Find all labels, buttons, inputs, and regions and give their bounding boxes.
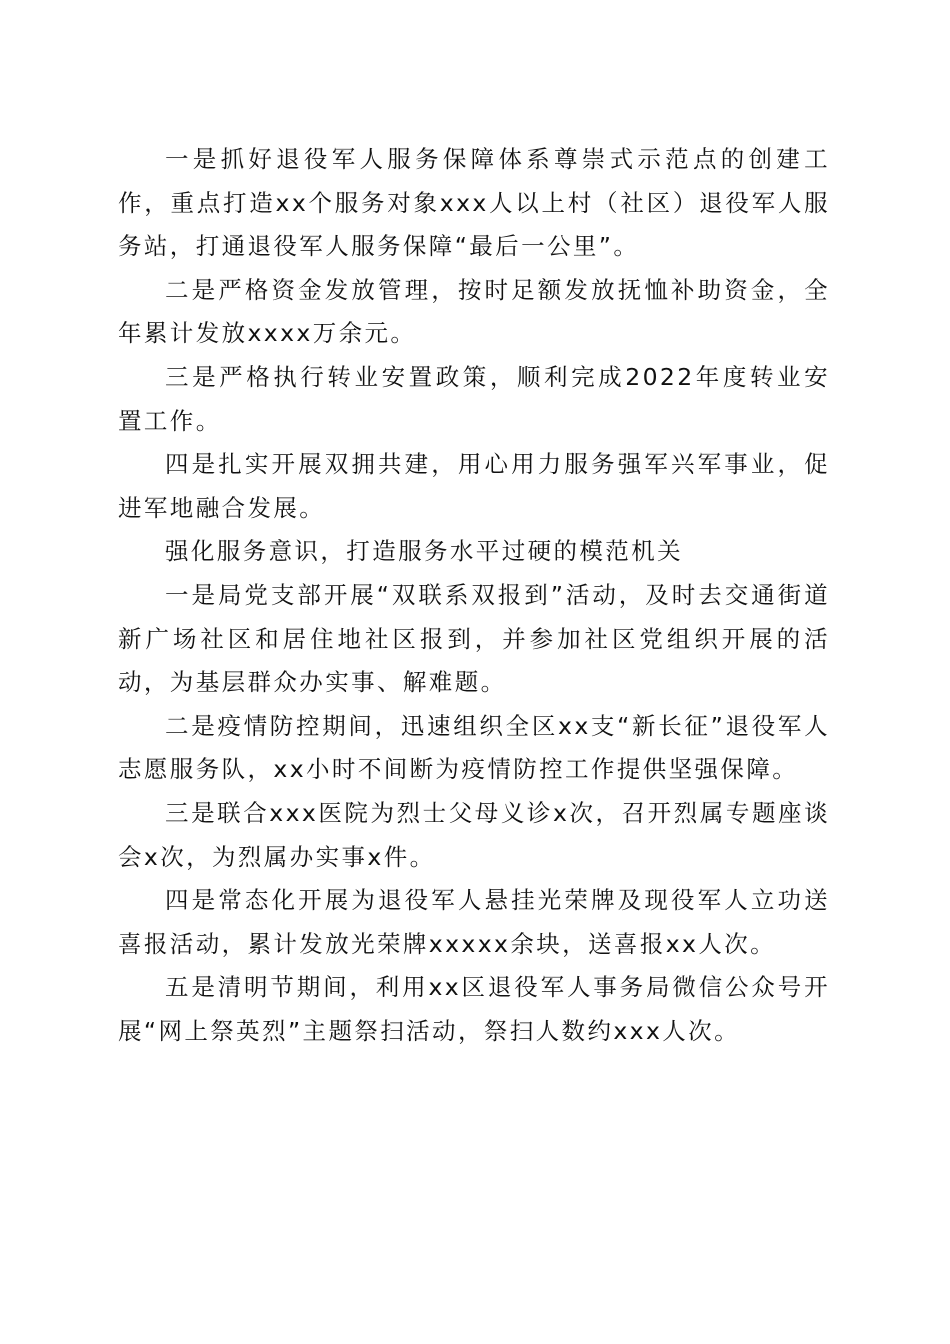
paragraph-2: 二是严格资金发放管理，按时足额发放抚恤补助资金，全年累计发放xxxx万余元。 (118, 275, 830, 348)
section-paragraph-1: 一是局党支部开展“双联系双报到”活动，及时去交通街道新广场社区和居住地社区报到，并参加社区党组织开展的活动，为基层群众办实事、解难题。 (118, 580, 830, 697)
section-heading: 强化服务意识，打造服务水平过硬的模范机关 (165, 537, 683, 566)
document-body (118, 138, 830, 1053)
section-paragraph-3: 三是联合xxx医院为烈士父母义诊x次，召开烈属专题座谈会x次，为烈属办实事x件。 (118, 798, 830, 871)
paragraph-4: 四是扎实开展双拥共建，用心用力服务强军兴军事业，促进军地融合发展。 (118, 450, 830, 522)
section-paragraph-4: 四是常态化开展为退役军人悬挂光荣牌及现役军人立功送喜报活动，累计发放光荣牌xxxxx余块，送喜报xx人次。 (118, 886, 830, 958)
section-paragraph-2: 二是疫情防控期间，迅速组织全区xx支“新长征”退役军人志愿服务队，xx小时不间断为疫情防控工作提供坚强保障。 (118, 711, 830, 784)
paragraph-1: 一是抓好退役军人服务保障体系尊崇式示范点的创建工作，重点打造xx个服务对象xxx人以上村（社区）退役军人服务站，打通退役军人服务保障“最后一公里”。 (118, 145, 830, 261)
section-paragraph-5: 五是清明节期间，利用xx区退役军人事务局微信公众号开展“网上祭英烈”主题祭扫活动，祭扫人数约xxx人次。 (118, 973, 830, 1045)
paragraph-3: 三是严格执行转业安置政策，顺利完成2022年度转业安置工作。 (118, 362, 830, 435)
